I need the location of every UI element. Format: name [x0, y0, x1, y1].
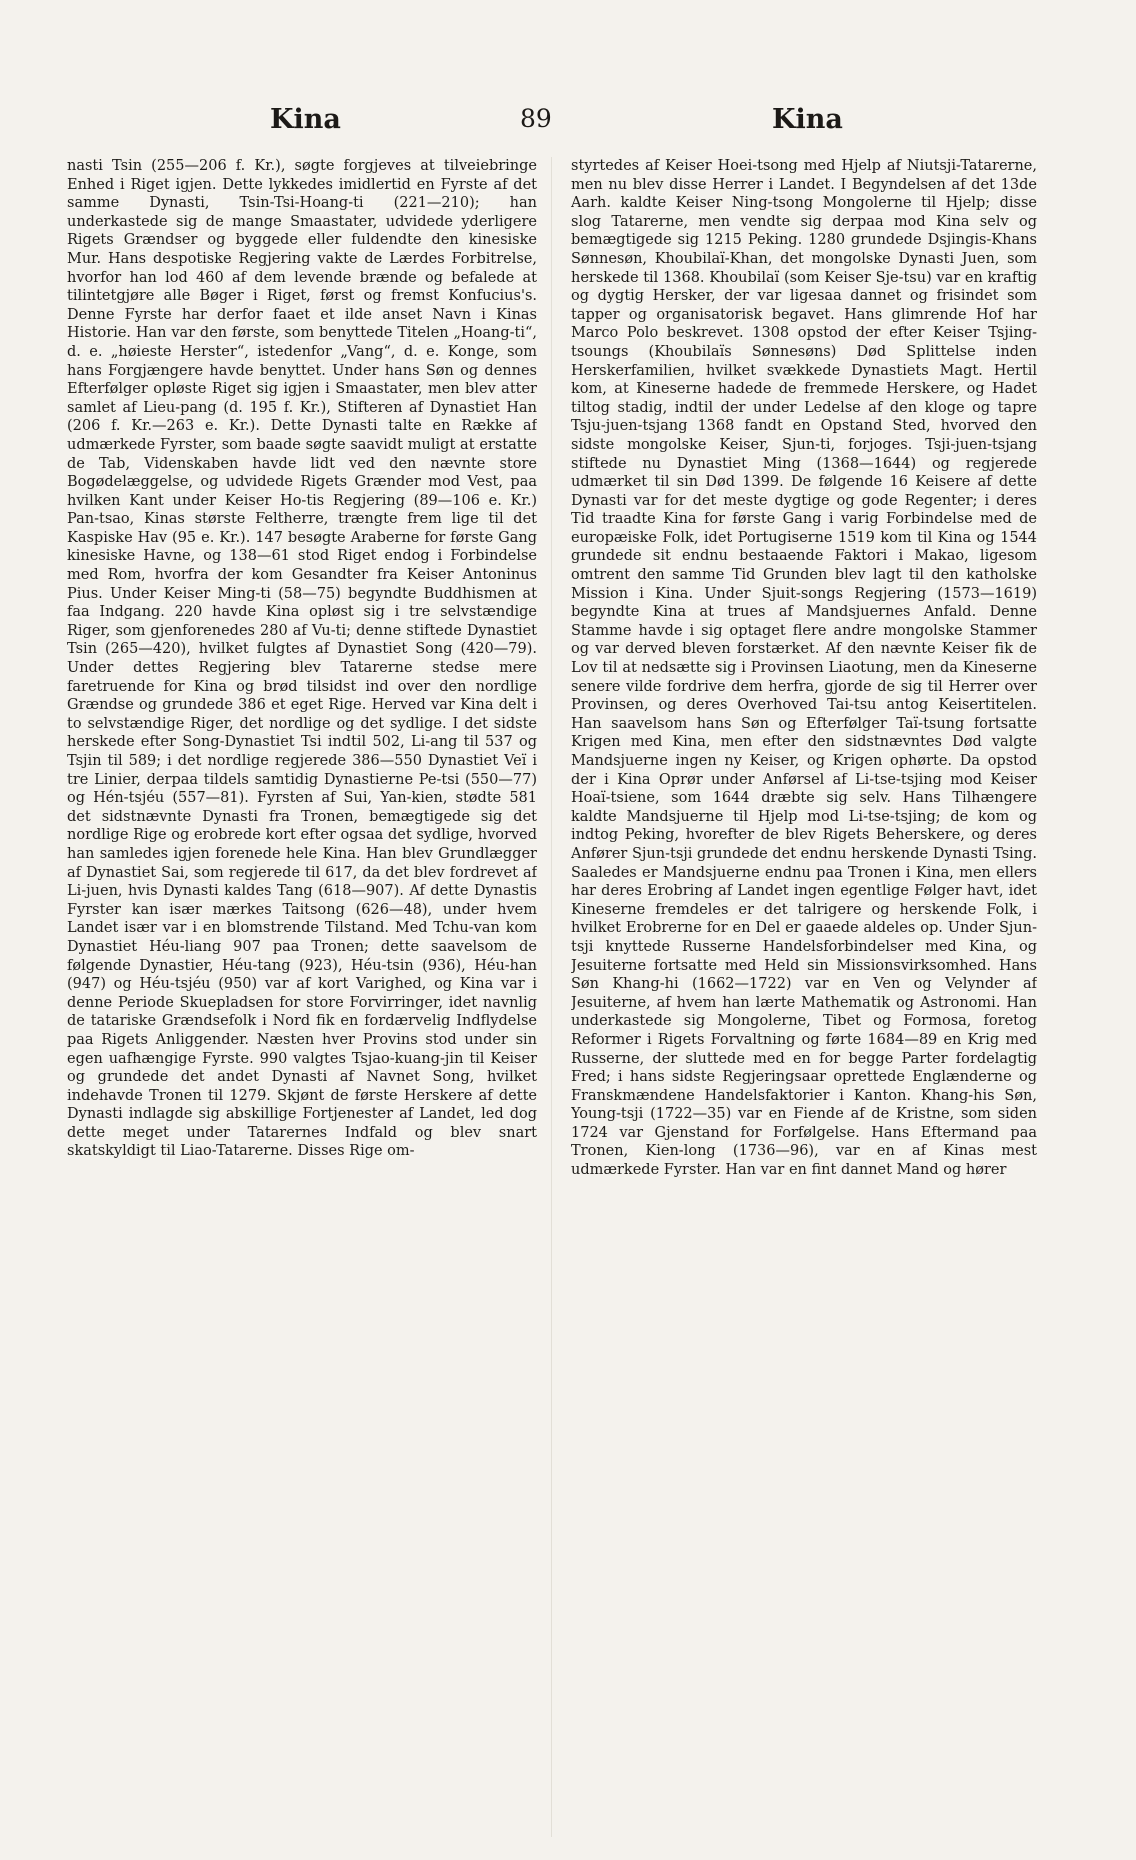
running-header: [60, 104, 1076, 144]
left-text-column: [67, 157, 537, 1837]
right-text-column: [571, 157, 1037, 1837]
page-number: 89: [520, 104, 552, 133]
column-divider: [551, 157, 552, 1837]
header-left-title: Kina: [270, 104, 341, 135]
right-column-text: styrtedes af Keiser Hoei-tsong med Hjelp af Niutsji-Tatarerne, men nu blev disse Herrer i Landet. I Begyndelsen af det 13de Aarh. kaldte Keiser Ning-tsong Mongolerne til Hjelp; disse slog Tatarerne, men vendte sig derpaa mod Kina selv og bemægtigede sig 1215 Peking. 1280 grundede Dsjingis-Khans Sønnesøn, Khoubilaï-Khan, det mongolske Dynasti Juen, som herskede til 1368. Khoubilaï (som Keiser Sje-tsu) var en kraftig og dygtig Hersker, der var ligesaa dannet og frisindet som tapper og organisatorisk begavet. Hans glimrende Hof har Marco Polo beskrevet. 1308 opstod der efter Keiser Tsjing-tsoungs (Khoubilaïs Sønnesøns) Død Splittelse inden Herskerfamilien, hvilket svækkede Dynastiets Magt. Hertil kom, at Kineserne hadede de fremmede Herskere, og Hadet tiltog stadig, indtil der under Ledelse af den kloge og tapre Tsju-juen-tsjang 1368 fandt en Opstand Sted, hvorved den sidste mongolske Keiser, Sjun-ti, forjoges. Tsji-juen-tsjang stiftede nu Dynastiet Ming (1368—1644) og regjerede udmærket til sin Død 1399. De følgende 16 Keisere af dette Dynasti var for det meste dygtige og gode Regenter; i deres Tid traadte Kina for første Gang i varig Forbindelse med de europæiske Folk, idet Portugiserne 1519 kom til Kina og 1544 grundede sit endnu bestaaende Faktori i Makao, ligesom omtrent den samme Tid Grunden blev lagt til den katholske Mission i Kina. Under Sjuit-songs Regjering (1573—1619) begyndte Kina at trues af Mandsjuernes Anfald. Denne Stamme havde i sig optaget flere andre mongolske Stammer og var derved bleven forstærket. Af den nævnte Keiser fik de Lov til at nedsætte sig i Provinsen Liaotung, men da Kineserne senere vilde fordrive dem herfra, gjorde de sig til Herrer over Provinsen, og deres Overhoved Tai-tsu antog Keisertitelen. Han saavelsom hans Søn og Efterfølger Taï-tsung fortsatte Krigen med Kina, men efter den sidstnævntes Død valgte Mandsjuerne ingen ny Keiser, og Krigen ophørte. Da opstod der i Kina Oprør under Anførsel af Li-tse-tsjing mod Keiser Hoaï-tsiene, som 1644 dræbte sig selv. Hans Tilhængere kaldte Mandsjuerne til Hjelp mod Li-tse-tsjing; de kom og indtog Peking, hvorefter de blev Rigets Beherskere, og deres Anfører Sjun-tsji grundede det endnu herskende Dynasti Tsing. Saaledes er Mandsjuerne endnu paa Tronen i Kina, men ellers har deres Erobring af Landet ingen egentlige Følger havt, idet Kineserne fremdeles er det talrigere og herskende Folk, i hvilket Erobrerne for en Del er gaaede aldeles op. Under Sjun-tsji knyttede Russerne Handelsforbindelser med Kina, og Jesuiterne fortsatte med Held sin Missionsvirksomhed. Hans Søn Khang-hi (1662—1722) var en Ven og Velynder af Jesuiterne, af hvem han lærte Mathematik og Astronomi. Han underkastede sig Mongolerne, Tibet og Formosa, foretog Reformer i Rigets Forvaltning og førte 1684—89 en Krig med Russerne, der sluttede med en for begge Parter fordelagtig Fred; i hans sidste Regjeringsaar oprettede Englænderne og Franskmændene Handelsfaktorier i Kanton. Khang-his Søn, Young-tsji (1722—35) var en Fiende af de Kristne, som siden 1724 var Gjenstand for Forfølgelse. Hans Eftermand paa Tronen, Kien-long (1736—96), var en af Kinas mest udmærkede Fyrster. Han var en fint dannet Mand og hører: [571, 158, 1037, 1179]
header-right-title: Kina: [772, 104, 843, 135]
left-column-text: nasti Tsin (255—206 f. Kr.), søgte forgjeves at tilveiebringe Enhed i Riget igjen. Dette lykkedes imidlertid en Fyrste af det samme Dynasti, Tsin-Tsi-Hoang-ti (221—210); han underkastede sig de mange Smaastater, udvidede yderligere Rigets Grændser og byggede eller fuldendte den kinesiske Mur. Hans despotiske Regjering vakte de Lærdes Forbitrelse, hvorfor han lod 460 af dem levende brænde og befalede at tilintetgjøre alle Bøger i Riget, først og fremst Konfucius's. Denne Fyrste har derfor faaet et ilde anset Navn i Kinas Historie. Han var den første, som benyttede Titelen „Hoang-ti“, d. e. „høieste Herster“, istedenfor „Vang“, d. e. Konge, som hans Forgjængere havde benyttet. Under hans Søn og dennes Efterfølger opløste Riget sig igjen i Smaastater, men blev atter samlet af Lieu-pang (d. 195 f. Kr.), Stifteren af Dynastiet Han (206 f. Kr.—263 e. Kr.). Dette Dynasti talte en Række af udmærkede Fyrster, som baade søgte saavidt muligt at erstatte de Tab, Videnskaben havde lidt ved den nævnte store Bogødelæggelse, og udvidede Rigets Grænder mod Vest, paa hvilken Kant under Keiser Ho-tis Regjering (89—106 e. Kr.) Pan-tsao, Kinas største Feltherre, trængte frem lige til det Kaspiske Hav (95 e. Kr.). 147 besøgte Araberne for første Gang kinesiske Havne, og 138—61 stod Riget endog i Forbindelse med Rom, hvorfra der kom Gesandter fra Keiser Antoninus Pius. Under Keiser Ming-ti (58—75) begyndte Buddhismen at faa Indgang. 220 havde Kina opløst sig i tre selvstændige Riger, som gjenforenedes 280 af Vu-ti; denne stiftede Dynastiet Tsin (265—420), hvilket fulgtes af Dynastiet Song (420—79). Under dettes Regjering blev Tatarerne stedse mere faretruende for Kina og brød tilsidst ind over den nordlige Grændse og grundede 386 et eget Rige. Herved var Kina delt i to selvstændige Riger, det nordlige og det sydlige. I det sidste herskede efter Song-Dynastiet Tsi indtil 502, Li-ang til 537 og Tsjin til 589; i det nordlige regjerede 386—550 Dynastiet Veï i tre Linier, derpaa tildels samtidig Dynastierne Pe-tsi (550—77) og Hén-tsjéu (557—81). Fyrsten af Sui, Yan-kien, stødte 581 det sidstnævnte Dynasti fra Tronen, bemægtigede sig det nordlige Rige og erobrede kort efter ogsaa det sydlige, hvorved han samledes igjen forenede hele Kina. Han blev Grundlægger af Dynastiet Sai, som regjerede til 617, da det blev fordrevet af Li-juen, hvis Dynasti kaldes Tang (618—907). Af dette Dynastis Fyrster kan især mærkes Taitsong (626—48), under hvem Landet især var i en blomstrende Tilstand. Med Tchu-van kom Dynastiet Héu-liang 907 paa Tronen; dette saavelsom de følgende Dynastier, Héu-tang (923), Héu-tsin (936), Héu-han (947) og Héu-tsjéu (950) var af kort Varighed, og Kina var i denne Periode Skuepladsen for store Forvirringer, idet navnlig de tatariske Grændsefolk i Nord fik en fordærvelig Indflydelse paa Rigets Anliggender. Næsten hver Provins stod under sin egen uafhængige Fyrste. 990 valgtes Tsjao-kuang-jin til Keiser og grundede det andet Dynasti af Navnet Song, hvilket indehavde Tronen til 1279. Skjønt de første Herskere af dette Dynasti indlagde sig abskillige Fortjenester af Landet, led dog dette meget under Tatarernes Indfald og blev snart skatskyldigt til Liao-Tatarerne. Disses Rige om-: [67, 158, 537, 1160]
